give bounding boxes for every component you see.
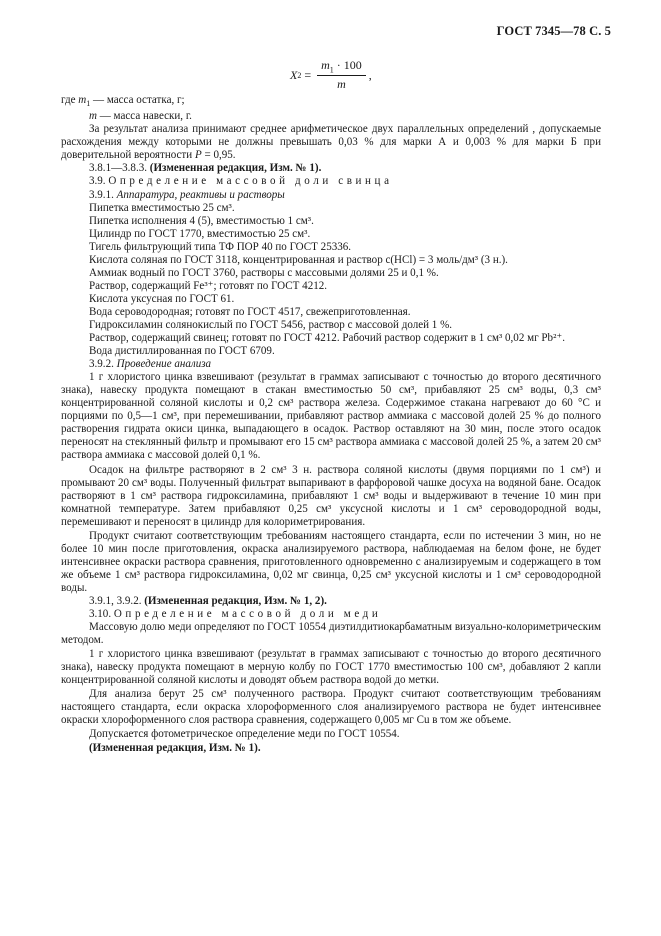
reagent-item: Пипетка вместимостью 25 см³.	[89, 201, 235, 214]
formula-lhs-sub: 2	[297, 70, 302, 80]
where-m1	[61, 94, 601, 110]
analysis-paragraph: 1 г хлористого цинка взвешивают (результат в граммах записывают с точностью до второго десятичного знака), навеску продукта помещают в стакан вместимостью 50 см³, прибавляют 25 см³ воды, 0,3 см³ концентрированной соляной кислоты и 0,2 см³ раствора железа. Содержимое стакана нагревают до 60 °С и порциями по 0,5—1 см³, при перемешивании, прибавляют раствор аммиака с массовой долей 25 % до полного растворения гидрата окиси цинка, выпадающего в осадок. Раствор оставляют на 30 мин, после этого осадок переносят на стеклянный фильтр и промывают его 15 см³ раствора аммиака с массовой долей 25 %, а затем 20 см³ раствора аммиака с массовой долей 0,1 %.	[61, 371, 601, 462]
numerator-sub: 1	[329, 65, 334, 75]
section-3-9-2-number: 3.9.2.	[89, 358, 117, 371]
reagent-item: Вода сероводородная; готовят по ГОСТ 4517, свежеприготовленная.	[89, 305, 411, 318]
amendment-note-2	[61, 595, 601, 608]
section-3-9-1-number: 3.9.1.	[89, 188, 117, 201]
copper-paragraph: 1 г хлористого цинка взвешивают (результат в граммах записывают с точностью до второго десятичного знака), навеску продукта помещают в мерную колбу по ГОСТ 1770 вместимостью 100 см³, добавляют 2 капли концентрированной соляной кислоты и доводят объем раствора водой до метки.	[61, 648, 601, 687]
amendment-note-3: (Измененная редакция, Изм. № 1).	[89, 741, 261, 754]
where-m1-text: — масса остатка, г;	[90, 94, 185, 106]
formula-fraction	[317, 58, 366, 92]
section-3-9-heading	[61, 175, 601, 188]
section-3-9-1-heading	[61, 189, 601, 202]
formula-denominator: m	[337, 77, 346, 92]
amend1-bold: (Измененная редакция, Изм. № 1).	[149, 162, 322, 175]
section-3-9-title: Определение массовой доли свинца	[108, 175, 393, 188]
analysis-paragraph: Продукт считают соответствующим требованиям настоящего стандарта, если по истечении 3 мин, но не более 10 мин после приготовления, окраска анализируемого раствора, наблюдаемая на белом фоне, не будет интенсивнее окраски раствора сравнения, приготовленного одновременно с анализируемым и содержащего в том же объеме 1 см³ раствора гидроксиламина, 0,02 мг свинца, 0,25 см³ уксусной кислоты и 1 см³ сероводородной воды.	[61, 529, 601, 594]
result-text: За результат анализа принимают среднее арифметическое двух параллельных определений , допускаемые расхождения между которыми не должны превышать 0,03 % для марки А и 0,003 % для марки Б при доверительной вероятности	[61, 123, 601, 162]
amend2-prefix: 3.9.1, 3.9.2.	[89, 594, 145, 607]
formula-numerator	[317, 58, 366, 76]
reagent-item: Тигель фильтрующий типа ТФ ПОР 40 по ГОСТ 25336.	[89, 240, 352, 253]
section-3-10-heading	[61, 608, 601, 621]
where-m1-sub: 1	[86, 99, 91, 109]
section-3-9-number: 3.9.	[89, 175, 109, 188]
reagent-item: Гидроксиламин солянокислый по ГОСТ 5456, раствор с массовой долей 1 %.	[89, 319, 453, 331]
section-3-9-2-heading	[61, 358, 601, 371]
reagent-item: Вода дистиллированная по ГОСТ 6709.	[89, 345, 275, 358]
reagent-item: Аммиак водный по ГОСТ 3760, растворы с массовыми долями 25 и 0,1 %.	[89, 266, 439, 279]
reagent-item: Раствор, содержащий Fe³⁺; готовят по ГОСТ 4212.	[89, 279, 328, 292]
result-p-value: = 0,95.	[201, 149, 236, 162]
where-m-text: — масса навески, г.	[96, 110, 192, 123]
where-m1-symbol: m	[78, 94, 87, 106]
amendment-note-1	[61, 162, 601, 175]
reagent-item: Цилиндр по ГОСТ 1770, вместимостью 25 см³.	[89, 227, 311, 240]
formula-x2	[290, 58, 372, 92]
section-3-9-2-title: Проведение анализа	[116, 358, 212, 371]
numerator-rest: · 100	[333, 58, 362, 72]
formula-equals: =	[304, 67, 312, 82]
copper-paragraph: Допускается фотометрическое определение меди по ГОСТ 10554.	[89, 728, 400, 741]
where-m	[61, 110, 601, 123]
copper-paragraph: Массовую долю меди определяют по ГОСТ 10554 диэтилдитиокарбаматным визуально-колориметрическим методом.	[61, 621, 601, 647]
result-paragraph	[61, 123, 601, 162]
copper-paragraph: Для анализа берут 25 см³ полученного раствора. Продукт считают соответствующим требованиям настоящего стандарта, если окраска хлороформенного слоя анализируемого раствора не будет интенсивнее окраски хлороформенного слоя раствора сравнения, содержащего 0,005 мг Cu в том же объеме.	[61, 688, 601, 727]
section-3-10-number: 3.10.	[89, 608, 114, 621]
section-3-10-title: Определение массовой доли меди	[113, 608, 382, 621]
numerator-m: m	[321, 58, 330, 72]
reagent-item: Раствор, содержащий свинец; готовят по ГОСТ 4212. Рабочий раствор содержит в 1 см³ 0,02 мг Pb²⁺.	[89, 332, 565, 345]
formula-comma: ,	[368, 67, 372, 82]
section-3-9-1-title: Аппаратура, реактивы и растворы	[116, 188, 285, 201]
where-m-symbol: m	[89, 110, 97, 123]
result-p-symbol: P	[194, 149, 202, 162]
formula-lhs: X	[290, 67, 298, 82]
reagent-item: Пипетка исполнения 4 (5), вместимостью 1 см³.	[89, 214, 314, 227]
where-prefix: где	[61, 94, 79, 106]
page-header: ГОСТ 7345—78 С. 5	[496, 24, 611, 38]
amend2-bold: (Измененная редакция, Изм. № 1, 2).	[144, 594, 327, 607]
amend1-prefix: 3.8.1—3.8.3.	[89, 162, 150, 175]
reagent-item: Кислота уксусная по ГОСТ 61.	[89, 292, 235, 305]
document-body	[61, 94, 601, 755]
reagent-item: Кислота соляная по ГОСТ 3118, концентрированная и раствор c(HCl) = 3 моль/дм³ (3 н.).	[89, 253, 508, 266]
analysis-paragraph: Осадок на фильтре растворяют в 2 см³ 3 н. раствора соляной кислоты (двумя порциями по 1 см³) и промывают 20 см³ воды. Полученный фильтрат выпаривают в фарфоровой чашке досуха на водяной бане. Осадок растворяют в 1 см³ раствора гидроксиламина, прибавляют 1 см³ воды и выдерживают в течение 10 мин при комнатной температуре. Затем прибавляют 0,25 см³ уксусной кислоты и 1 см³ сероводородной воды, перемешивают и переносят в цилиндр для колориметрирования.	[61, 463, 601, 528]
